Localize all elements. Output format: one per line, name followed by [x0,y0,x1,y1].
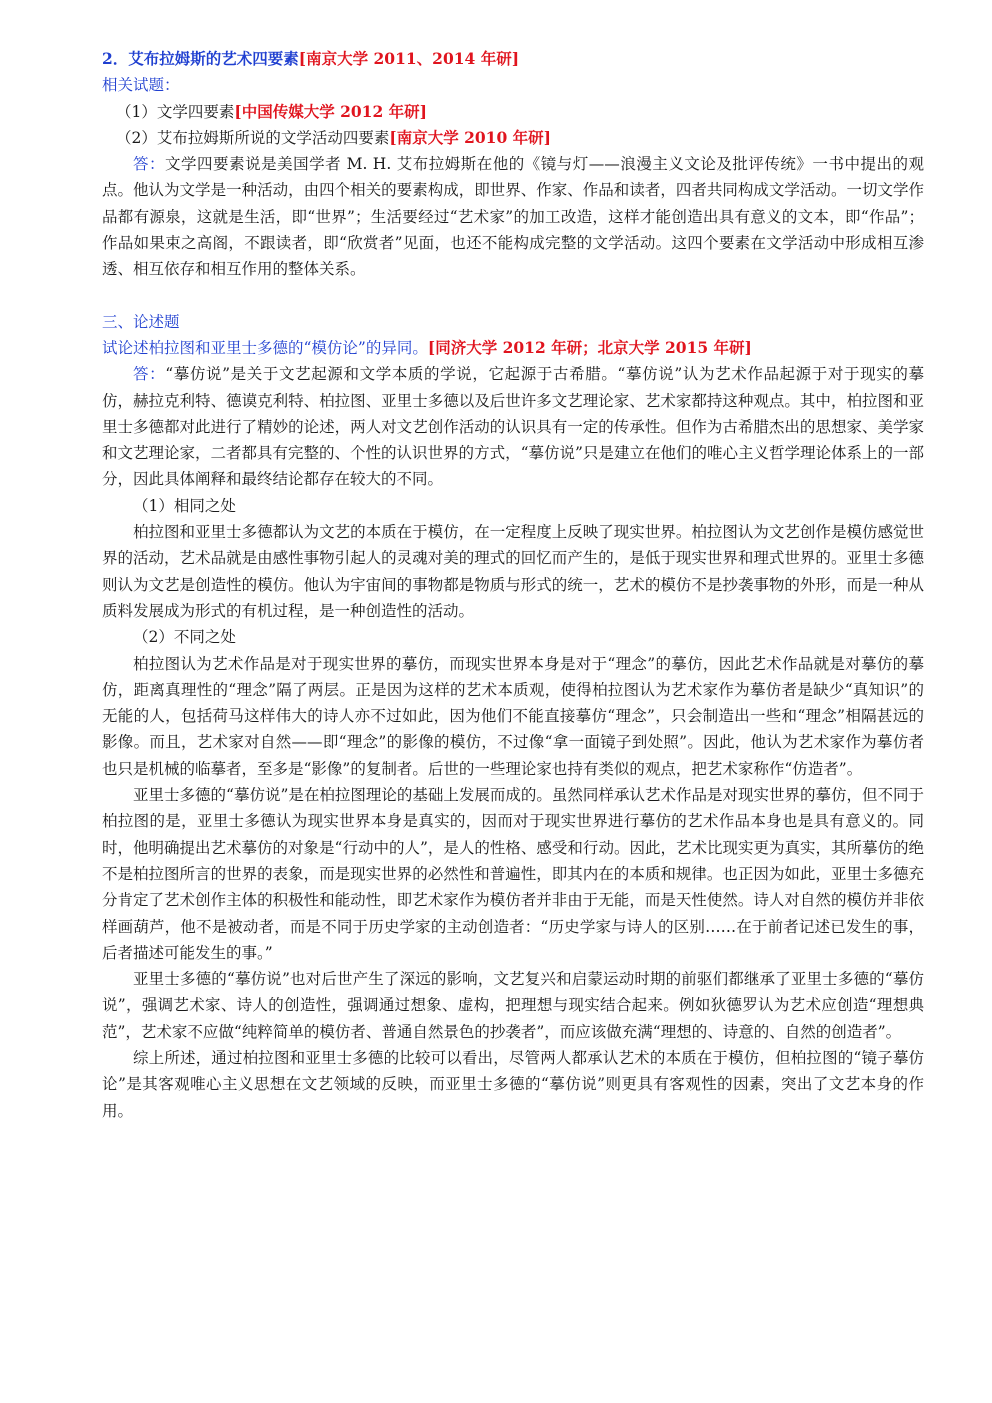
answer-label: 答： [133,155,166,174]
related-item-2-text: （2）艾布拉姆斯所说的文学活动四要素 [116,128,390,147]
diff-para-2: 亚里士多德的“摹仿说”是在柏拉图理论的基础上发展而成的。虽然同样承认艺术作品是对现实世界的摹仿，但不同于柏拉图的是，亚里士多德认为现实世界本身是真实的，因而对于现实世界进行摹仿的艺术作品本身也是具有意义的。同时，他明确提出艺术摹仿的对象是“行动中的人”，是人的性格、感受和行动。因此，艺术比现实更为真实，其所摹仿的绝不是柏拉图所言的世界的表象，而是现实世界的必然性和普遍性，即其内在的本质和规律。也正因为如此，亚里士多德充分肯定了艺术创作主体的积极性和能动性，即艺术家作为模仿者并非由于无能，而是天性使然。诗人对自然的模仿并非依样画葫芦，他不是被动者，而是不同于历史学家的主动创造者：“历史学家与诗人的区别……在于前者记述已发生的事，后者描述可能发生的事。” [102,786,924,962]
related-item-1 [102,99,924,125]
essay-answer-label: 答： [133,365,166,384]
question-2-source: [南京大学 2011、2014 年研] [298,49,520,68]
related-item-1-text: （1）文学四要素 [116,102,235,121]
essay-answer-intro [102,361,924,492]
essay-answer-intro-body: “摹仿说”是关于文艺起源和文学本质的学说，它起源于古希腊。“摹仿说”认为艺术作品起源于对于现实的摹仿，赫拉克利特、德谟克利特、柏拉图、亚里士多德以及后世许多文艺理论家、艺术家都持这种观点。其中，柏拉图和亚里士多德都对此进行了精妙的论述，两人对文艺创作活动的认识具有一定的传承性。但作为古希腊杰出的思想家、美学家和文艺理论家，二者都具有完整的、个性的认识世界的方式，“摹仿说”只是建立在他们的唯心主义哲学理论体系上的一部分，因此具体阐释和最终结论都存在较大的不同。 [102,365,924,489]
essay-question-source: [同济大学 2012 年研；北京大学 2015 年研] [427,337,752,357]
related-item-2 [102,125,924,151]
answer-body: 文学四要素说是美国学者 M. H. 艾布拉姆斯在他的《镜与灯——浪漫主义文论及批评传统》一书中提出的观点。他认为文学是一种活动，由四个相关的要素构成，即世界、作家、作品和读者，四者共同构成文学活动。一切文学作品都有源泉，这就是生活，即“世界”；生活要经过“艺术家”的加工改造，这样才能创造出具有意义的文本，即“作品”；作品如果束之高阁，不跟读者，即“欣赏者”见面，也还不能构成完整的文学活动。这四个要素在文学活动中形成相互渗透、相互依存和相互作用的整体关系。 [102,155,924,279]
document-page [102,46,924,1124]
diff-para-1: 柏拉图认为艺术作品是对于现实世界的摹仿，而现实世界本身是对于“理念”的摹仿，因此艺术作品就是对摹仿的摹仿，距离真理性的“理念”隔了两层。正是因为这样的艺术本质观，使得柏拉图认为艺术家作为摹仿者是缺少“真知识”的无能的人，包括荷马这样伟大的诗人亦不过如此，因为他们不能直接摹仿“理念”，只会制造出一些和“理念”相隔甚远的影像。而且，艺术家对自然——即“理念”的影像的模仿，不过像“拿一面镜子到处照”。因此，他认为艺术家作为摹仿者也只是机械的临摹者，至多是“影像”的复制者。后世的一些理论家也持有类似的观点，把艺术家称作“仿造者”。 [102,654,924,778]
diff-para-3: 亚里士多德的“摹仿说”也对后世产生了深远的影响，文艺复兴和启蒙运动时期的前驱们都继承了亚里士多德的“摹仿说”，强调艺术家、诗人的创造性，强调通过想象、虚构，把理想与现实结合起来。例如狄德罗认为艺术应创造“理想典范”，艺术家不应做“纯粹简单的模仿者、普通自然景色的抄袭者”，而应该做充满“理想的、诗意的、自然的创造者”。 [102,970,924,1041]
related-item-2-source: [南京大学 2010 年研] [389,127,551,147]
question-2-title [102,46,924,72]
question-2-answer [102,151,924,282]
diff-heading: （2）不同之处 [133,628,236,647]
question-2-title-text: 2．艾布拉姆斯的艺术四要素 [102,49,299,68]
same-body: 柏拉图和亚里士多德都认为文艺的本质在于模仿，在一定程度上反映了现实世界。柏拉图认为文艺创作是模仿感觉世界的活动，艺术品就是由感性事物引起人的灵魂对美的理式的回忆而产生的，是低于现实世界和理式世界的。亚里士多德则认为文艺是创造性的模仿。他认为宇宙间的事物都是物质与形式的统一，艺术的模仿不是抄袭事物的外形，而是一种从质料发展成为形式的有机过程，是一种创造性的活动。 [102,523,924,620]
section-heading: 三、论述题 [102,312,180,331]
section-gap [102,283,924,309]
related-label: 相关试题： [102,76,180,95]
diff-para-4: 综上所述，通过柏拉图和亚里士多德的比较可以看出，尽管两人都承认艺术的本质在于模仿，但柏拉图的“镜子摹仿论”是其客观唯心主义思想在文艺领域的反映，而亚里士多德的“摹仿说”则更具有客观性的因素，突出了文艺本身的作用。 [102,1048,924,1120]
same-heading: （1）相同之处 [133,496,236,515]
essay-question-text: 试论述柏拉图和亚里士多德的“模仿论”的异同。 [102,338,428,357]
essay-question [102,335,924,361]
related-item-1-source: [中国传媒大学 2012 年研] [234,101,427,121]
